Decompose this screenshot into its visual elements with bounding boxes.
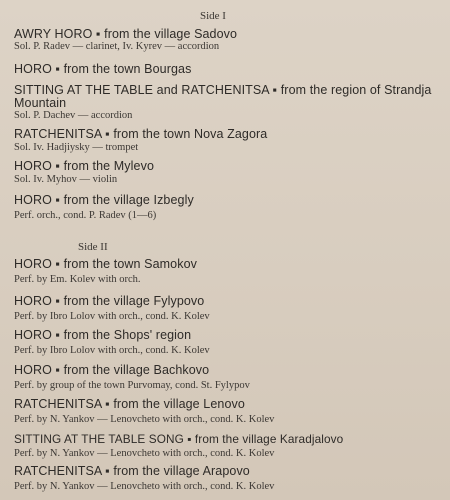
track-title: HORO ▪ from the town Samokov [14,257,197,271]
track-credit: Perf. by N. Yankov — Lenovcheto with orch., cond. K. Kolev [14,448,275,459]
track-title: HORO ▪ from the village Izbegly [14,193,194,207]
track-credit: Sol. Iv. Hadjiysky — trompet [14,142,139,153]
track-credit: Perf. orch., cond. P. Radev (1—6) [14,210,157,221]
track-credit: Perf. by N. Yankov — Lenovcheto with orch., cond. K. Kolev [14,414,275,425]
track-credit: Perf. by group of the town Purvomay, cond. St. Fylypov [14,380,250,391]
track-credit: Sol. P. Radev — clarinet, Iv. Kyrev — accordion [14,41,220,52]
track-title: HORO ▪ from the Shops' region [14,328,192,342]
track-credit: Perf. by Ibro Lolov with orch., cond. K. Kolev [14,345,210,356]
track-title: SITTING AT THE TABLE and RATCHENITSA ▪ from the region of Strandja Mountain [14,83,432,110]
track-title: AWRY HORO ▪ from the village Sadovo [14,27,238,41]
track-title: RATCHENITSA ▪ from the village Lenovo [14,397,245,411]
track-credit: Sol. P. Dachev — accordion [14,110,133,121]
track-title: RATCHENITSA ▪ from the town Nova Zagora [14,127,268,141]
track-credit: Perf. by N. Yankov — Lenovcheto with orch., cond. K. Kolev [14,481,275,492]
track-credit: Sol. Iv. Myhov — violin [14,174,118,185]
side-2-heading: Side II [78,241,108,253]
track-title: HORO ▪ from the Mylevo [14,159,154,173]
track-title: HORO ▪ from the village Fylypovo [14,294,205,308]
side-1-heading: Side I [200,10,226,22]
track-title: SITTING AT THE TABLE SONG ▪ from the village Karadjalovo [14,432,344,446]
track-title: HORO ▪ from the town Bourgas [14,62,192,76]
track-credit: Perf. by Ibro Lolov with orch., cond. K. Kolev [14,311,210,322]
track-title: HORO ▪ from the village Bachkovo [14,363,210,377]
track-title: RATCHENITSA ▪ from the village Arapovo [14,464,250,478]
track-credit: Perf. by Em. Kolev with orch. [14,274,141,285]
